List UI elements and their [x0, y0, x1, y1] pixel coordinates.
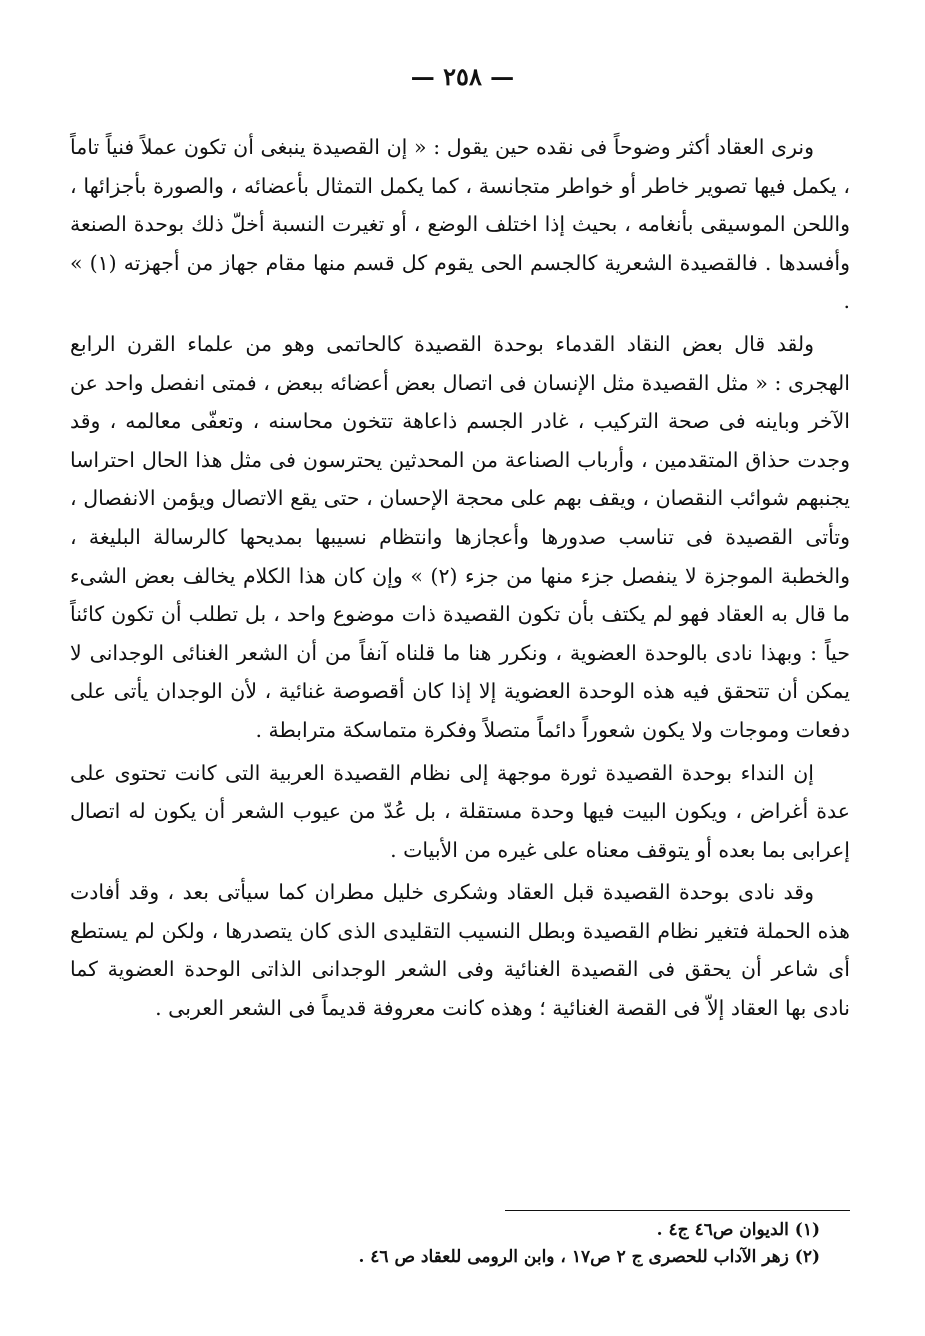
footnote-2: (٢) زهر الآداب للحصرى ج ٢ ص١٧ ، وابن الرومى للعقاد ص ٤٦ . — [358, 1247, 820, 1267]
page-number: — ٢٥٨ — — [410, 62, 515, 91]
paragraph-aqqad-quote: ونرى العقاد أكثر وضوحاً فى نقده حين يقول : « إن القصيدة ينبغى أن تكون عملاً فنياً تاماً ، يكمل فيها تصوير خاطر أو خواطر متجانسة ، كما يكمل التمثال بأعضائه ، والصورة بأجزائها ، واللحن الموسيقى بأنغامه ، بحيث إذا اختلف الوضع ، أو تغيرت النسبة أخلّ ذلك بوحدة الصنعة وأفسدها . فالقصيدة الشعرية كالجسم الحى يقوم كل قسم منها مقام جهاز من أجهزته (١) » . — [70, 135, 850, 314]
paragraph-mutran: وقد نادى بوحدة القصيدة قبل العقاد وشكرى خليل مطران كما سيأتى بعد ، وقد أفادت هذه الحملة فتغير نظام القصيدة وبطل النسيب التقليدى الذى كان يتصدرها ، ولكن لم يستطع أى شاعر أن يحقق فى القصيدة الغنائية وفى الشعر الوجدانى الذاتى الوحدة العضوية كما نادى بها العقاد إلاّ فى القصة الغنائية ؛ وهذه كانت معروفة قديماً فى الشعر العربى . — [70, 880, 850, 1021]
paragraph-hatimi-quote: ولقد قال بعض النقاد القدماء بوحدة القصيدة كالحاتمى وهو من علماء القرن الرابع الهجرى : « مثل القصيدة مثل الإنسان فى اتصال بعض أعضائه ببعض ، فمتى انفصل واحد عن الآخر وباينه فى صحة التركيب ، غادر الجسم ذاعاهة تتخون محاسنه ، وتعفّى معالمه ، وقد وجدت حذاق المتقدمين ، وأرباب الصناعة من المحدثين يحترسون فى مثل هذا الحال احتراسا يجنبهم شوائب النقصان ، ويقف بهم على محجة الإحسان ، حتى يقع الاتصال ويؤمن الانفصال ، وتأتى القصيدة فى تناسب صدورها وأعجازها وانتظام نسيبها بمديحها كالرسالة البليغة ، والخطبة الموجزة لا ينفصل جزء منها من جزء (٢) » وإن كان هذا الكلام يخالف بعض الشىء ما قال به العقاد فهو لم يكتف بأن تكون القصيدة ذات موضوع واحد ، بل تطلب أن تكون كائناً حياً : وبهذا نادى بالوحدة العضوية ، ونكرر هنا ما قلناه آنفاً من أن الشعر الغنائى الوجدانى لا يمكن أن تتحقق فيه هذه الوحدة العضوية إلا إذا كان أقصوصة غنائية ، لأن الوجدان يأتى على دفعات وموجات ولا يكون شعوراً دائماً متصلاً وفكرة متماسكة مترابطة . — [70, 331, 850, 742]
footnote-1: (١) الديوان ص٤٦ ج٤ . — [656, 1220, 820, 1240]
page-body — [70, 128, 850, 1032]
footnote-divider — [505, 1210, 850, 1211]
footnotes — [200, 1217, 820, 1271]
paragraph-unity-revolution: إن النداء بوحدة القصيدة ثورة موجهة إلى نظام القصيدة العربية التى كانت تحتوى على عدة أغراض ، ويكون البيت فيها وحدة مستقلة ، بل عُدّ من عيوب الشعر أن يكون له اتصال إعرابى بما بعده أو يتوقف معناه على غيره من الأبيات . — [70, 760, 850, 862]
